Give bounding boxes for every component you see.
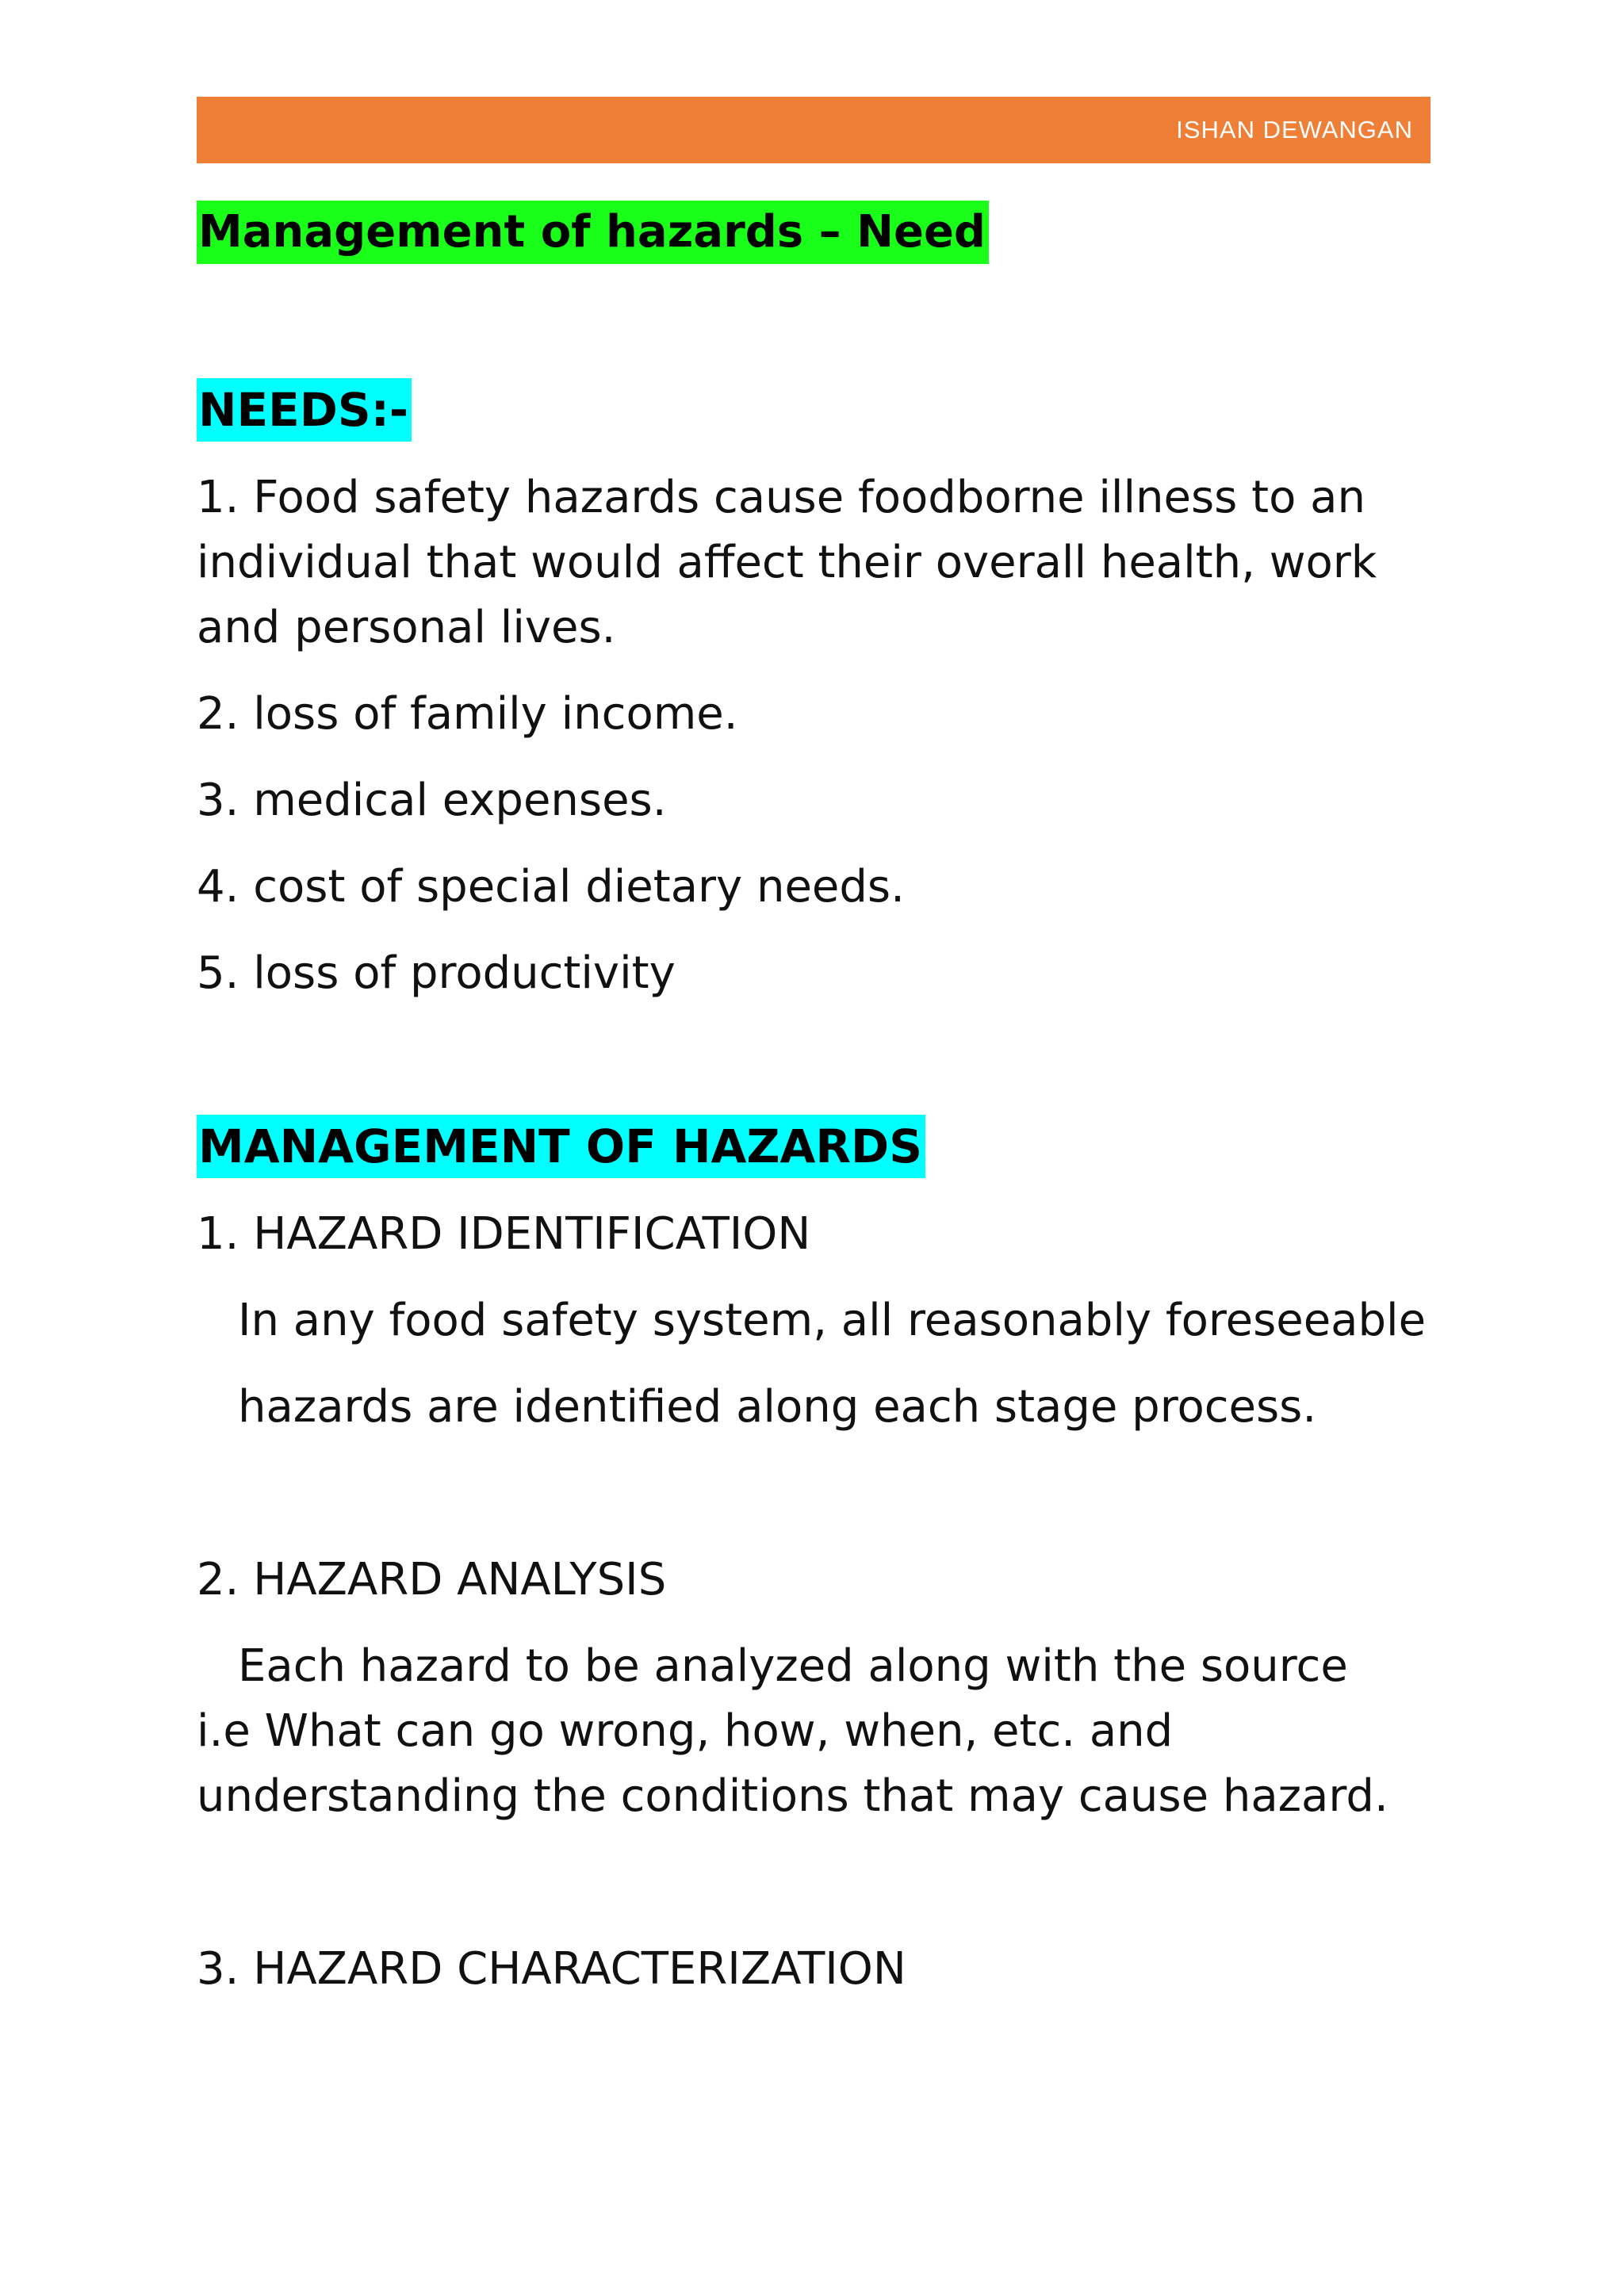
analysis-line-2: i.e What can go wrong, how, when, etc. and	[197, 1705, 1174, 1757]
identification-line-1: In any food safety system, all reasonably foreseeable	[238, 1295, 1427, 1346]
analysis-line-1: Each hazard to be analyzed along with the source	[238, 1640, 1348, 1692]
needs-item-5: 5. loss of productivity	[197, 947, 676, 999]
needs-item-4: 4. cost of special dietary needs.	[197, 861, 905, 913]
analysis-line-3: understanding the conditions that may cause hazard.	[197, 1770, 1388, 1822]
identification-heading: 1. HAZARD IDENTIFICATION	[197, 1208, 811, 1260]
analysis-heading: 2. HAZARD ANALYSIS	[197, 1554, 667, 1605]
header-bar	[197, 97, 1431, 163]
needs-item-3: 3. medical expenses.	[197, 775, 667, 826]
identification-line-2: hazards are identified along each stage process.	[238, 1381, 1317, 1433]
characterization-heading: 3. HAZARD CHARACTERIZATION	[197, 1943, 906, 1995]
needs-item-2: 2. loss of family income.	[197, 688, 738, 740]
page-title: Management of hazards – Need	[197, 201, 989, 264]
header-author: ISHAN DEWANGAN	[1176, 116, 1413, 144]
needs-item-1-line-1: 1. Food safety hazards cause foodborne illness to an	[197, 472, 1365, 523]
needs-heading: NEEDS:-	[197, 378, 412, 442]
needs-item-1-line-2: individual that would affect their overall health, work	[197, 537, 1377, 588]
management-heading: MANAGEMENT OF HAZARDS	[197, 1115, 925, 1178]
needs-item-1-line-3: and personal lives.	[197, 602, 616, 653]
